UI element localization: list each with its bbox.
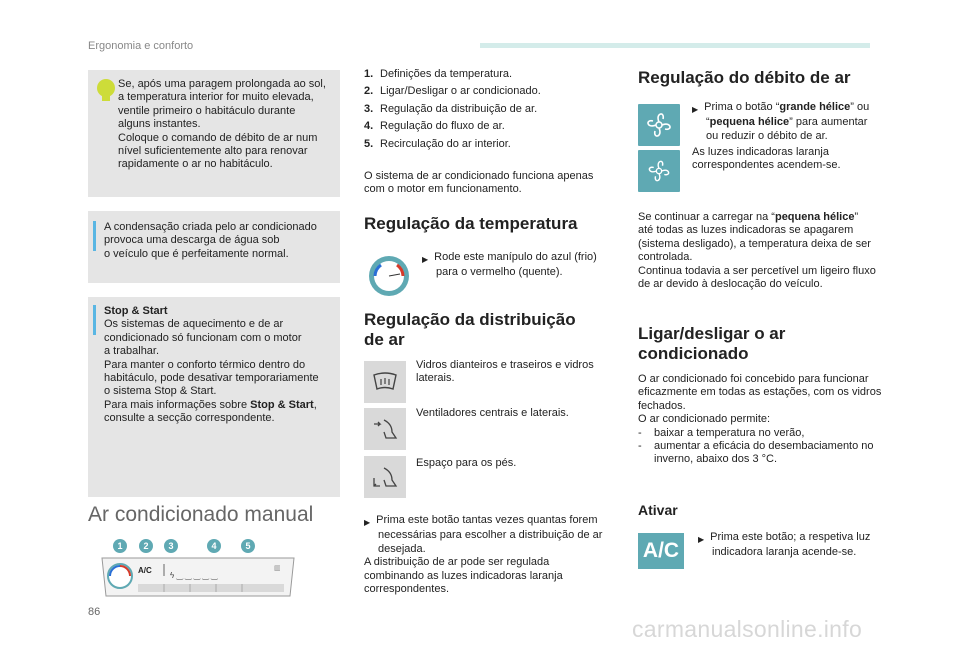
callout-1: 1 bbox=[113, 539, 127, 553]
panel-drawing bbox=[98, 538, 298, 600]
distribution-press: ▶ Prima este botão tantas vezes quantas forem necessárias para escolher a distribuição de ar desejada. A distribuição de ar pode ser regulada combinando as luzes indicadoras laranja correspondentes. bbox=[364, 514, 603, 596]
distribution-item-2: Ventiladores centrais e laterais. bbox=[416, 407, 569, 419]
callout-5: 5 bbox=[241, 539, 255, 553]
activate-instruction: ▶ Prima este botão; a respetiva luz indicadora laranja acende-se. bbox=[698, 531, 871, 559]
tip-box bbox=[88, 70, 340, 197]
airflow-continue: Se continuar a carregar na “pequena hélice” até todas as luzes indicadoras se apagarem (sistema desligado), a temperatura deixa de ser controlada. Continua todavia a ser percetível um ligeiro fluxo de ar devido à deslocação do veículo. bbox=[638, 211, 876, 291]
stop-start-line: consulte a secção correspondente. bbox=[104, 412, 275, 425]
stop-start-more: Para mais informações sobre Stop & Start, bbox=[104, 398, 317, 411]
distribution-item-3: Espaço para os pés. bbox=[416, 457, 517, 469]
intro-text: O sistema de ar condicionado funciona apenas com o motor em funcionamento. bbox=[364, 170, 594, 196]
callout-3: 3 bbox=[164, 539, 178, 553]
arrow-icon: ▶ bbox=[692, 105, 699, 114]
footwell-icon bbox=[364, 456, 406, 498]
stop-start-title: Stop & Start bbox=[104, 305, 168, 317]
condensation-line: A condensação criada pelo ar condicionado bbox=[104, 221, 317, 233]
distribution-title: Regulação da distribuição de ar bbox=[364, 310, 576, 349]
list-item: 4. Regulação do fluxo de ar. bbox=[364, 120, 505, 133]
condensation-line: o veículo que é perfeitamente normal. bbox=[104, 247, 289, 260]
stop-start-line: Para manter o conforto térmico dentro do bbox=[104, 358, 306, 371]
control-panel-illustration bbox=[98, 538, 298, 600]
distribution-item-1: Vidros dianteiros e traseiros e vidros laterais. bbox=[416, 359, 594, 385]
svg-text:ϟ ‿ ‿ ‿ ‿ ‿: ϟ ‿ ‿ ‿ ‿ ‿ bbox=[170, 571, 218, 580]
condensation-line: provoca uma descarga de água sob bbox=[104, 234, 280, 247]
callout-2: 2 bbox=[139, 539, 153, 553]
face-vents-icon bbox=[364, 408, 406, 450]
ac-onoff-text: O ar condicionado foi concebido para funcionar eficazmente em todas as estações, com os vidros fechados. O ar condicionado permite: - baixar a temperatura no verão, - aumentar a eficácia do desembaciamento no inverno, abaixo dos 3 °C. bbox=[638, 373, 882, 466]
stop-start-line: Os sistemas de aquecimento e de ar bbox=[104, 318, 284, 331]
panel-ac-label: A/C bbox=[138, 566, 152, 575]
watermark: carmanualsonline.info bbox=[632, 616, 863, 642]
temperature-instruction: ▶ Rode este manípulo do azul (frio) para o vermelho (quente). bbox=[422, 251, 597, 279]
tip-line: nível suficientemente alto para renovar bbox=[118, 145, 308, 158]
windscreen-icon bbox=[364, 361, 406, 403]
svg-text:▥: ▥ bbox=[274, 565, 281, 572]
airflow-lights: As luzes indicadoras laranja correspondentes acendem-se. bbox=[692, 146, 841, 172]
temperature-title: Regulação da temperatura bbox=[364, 214, 578, 233]
list-item: 2. Ligar/Desligar o ar condicionado. bbox=[364, 85, 541, 98]
stop-start-line: condicionado só funcionam com o motor bbox=[104, 331, 302, 344]
arrow-icon: ▶ bbox=[364, 518, 371, 527]
ac-button-icon: A/C bbox=[638, 533, 684, 569]
stop-start-line: o sistema Stop & Start. bbox=[104, 385, 217, 398]
info-icon bbox=[93, 305, 96, 335]
page-number: 86 bbox=[88, 606, 101, 618]
activate-title: Ativar bbox=[638, 502, 678, 518]
airflow-instruction: ▶ Prima o botão “grande hélice” ou “pequena hélice” para aumentar ou reduzir o débito de ar. bbox=[692, 101, 870, 142]
callout-4: 4 bbox=[207, 539, 221, 553]
stop-start-line: habitáculo, pode desativar temporariamente bbox=[104, 372, 319, 385]
list-item: 3. Regulação da distribuição de ar. bbox=[364, 102, 538, 115]
ac-onoff-title: Ligar/desligar o ar condicionado bbox=[638, 324, 786, 363]
stop-start-line: a trabalhar. bbox=[104, 345, 160, 358]
tip-line: Se, após uma paragem prolongada ao sol, bbox=[118, 78, 326, 90]
tip-line: alguns instantes. bbox=[118, 118, 201, 131]
stop-start-box bbox=[88, 297, 340, 497]
tip-line: a temperatura interior for muito elevada, bbox=[118, 91, 314, 104]
airflow-title: Regulação do débito de ar bbox=[638, 68, 851, 87]
large-fan-icon bbox=[638, 104, 680, 146]
arrow-icon: ▶ bbox=[422, 255, 429, 264]
small-fan-icon bbox=[638, 150, 680, 192]
temperature-knob-icon bbox=[367, 254, 411, 298]
lightbulb-icon bbox=[93, 78, 119, 104]
tip-line: rapidamente o ar no habitáculo. bbox=[118, 158, 273, 171]
condensation-box bbox=[88, 211, 340, 283]
tip-line: Coloque o comando de débito de ar num bbox=[118, 131, 318, 144]
arrow-icon: ▶ bbox=[698, 535, 705, 544]
controls-list bbox=[364, 68, 541, 151]
header-bar bbox=[480, 43, 870, 48]
tip-line: ventile primeiro o habitáculo durante bbox=[118, 104, 296, 117]
list-item: 1. Definições da temperatura. bbox=[364, 68, 513, 80]
main-title: Ar condicionado manual bbox=[88, 503, 314, 526]
info-icon bbox=[93, 221, 96, 251]
list-item: 5. Recirculação do ar interior. bbox=[364, 137, 511, 150]
section-header: Ergonomia e conforto bbox=[88, 40, 194, 52]
